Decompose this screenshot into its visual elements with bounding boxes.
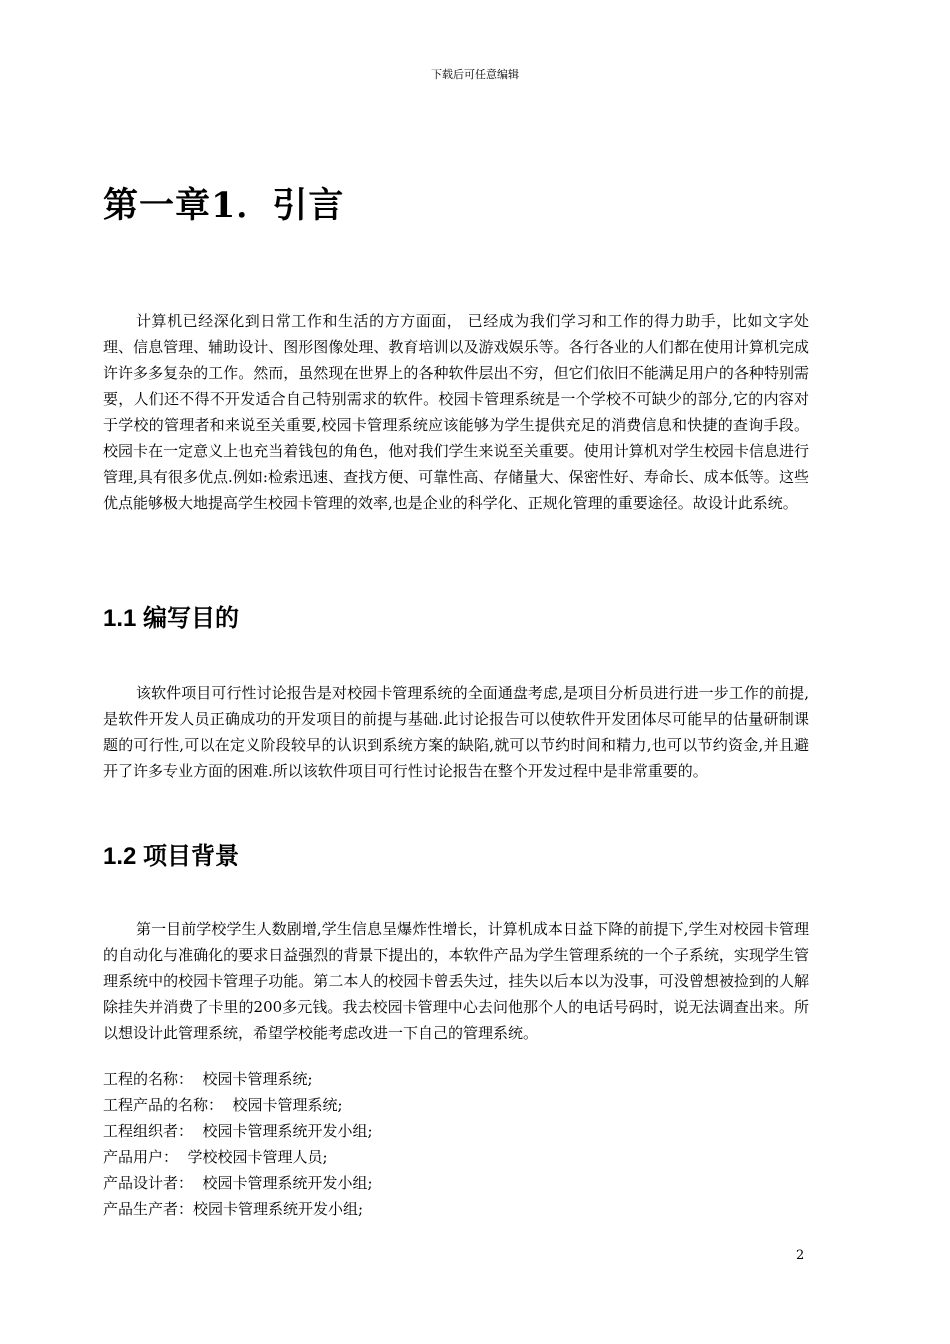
info-line-project-name: 工程的名称： 校园卡管理系统;	[103, 1070, 313, 1088]
info-line-organizer: 工程组织者： 校园卡管理系统开发小组;	[103, 1122, 373, 1140]
info-line-producer: 产品生产者：校园卡管理系统开发小组;	[103, 1200, 364, 1218]
intro-paragraph: 计算机已经深化到日常工作和生活的方方面面， 已经成为我们学习和工作的得力助手，比如文字处理、信息管理、辅助设计、图形图像处理、教育培训以及游戏娱乐等。各行各业的人们都在使用计算机完成许许多多复杂的工作。然而，虽然现在世界上的各种软件层出不穷，但它们依旧不能满足用户的各种特别需要，人们还不得不开发适合自己特别需求的软件。校园卡管理系统是一个学校不可缺少的部分,它的内容对于学校的管理者和来说至关重要,校园卡管理系统应该能够为学生提供充足的消费信息和快捷的查询手段。校园卡在一定意义上也充当着钱包的角色，他对我们学生来说至关重要。使用计算机对学生校园卡信息进行管理,具有很多优点.例如:检索迅速、查找方便、可靠性高、存储量大、保密性好、寿命长、成本低等。这些优点能够极大地提高学生校园卡管理的效率,也是企业的科学化、正规化管理的重要途径。故设计此系统。	[103, 312, 809, 512]
section-title-background: 1.2 项目背景	[103, 843, 240, 870]
page-number: 2	[796, 1248, 805, 1263]
chapter-title: 第一章1．引言	[103, 185, 345, 226]
info-line-designer: 产品设计者： 校园卡管理系统开发小组;	[103, 1174, 373, 1192]
project-info-list	[103, 1066, 373, 1222]
info-line-product-name: 工程产品的名称： 校园卡管理系统;	[103, 1096, 343, 1114]
purpose-paragraph: 该软件项目可行性讨论报告是对校园卡管理系统的全面通盘考虑,是项目分析员进行进一步工作的前提,是软件开发人员正确成功的开发项目的前提与基础.此讨论报告可以使软件开发团体尽可能早的估量研制课题的可行性,可以在定义阶段较早的认识到系统方案的缺陷,就可以节约时间和精力,也可以节约资金,并且避开了许多专业方面的困难.所以该软件项目可行性讨论报告在整个开发过程中是非常重要的。	[103, 684, 809, 780]
background-paragraph: 第一目前学校学生人数剧增,学生信息呈爆炸性增长，计算机成本日益下降的前提下,学生对校园卡管理的自动化与准确化的要求日益强烈的背景下提出的，本软件产品为学生管理系统的一个子系统，实现学生管理系统中的校园卡管理子功能。第二本人的校园卡曾丢失过，挂失以后本以为没事，可没曾想被捡到的人解除挂失并消费了卡里的200多元钱。我去校园卡管理中心去问他那个人的电话号码时，说无法调查出来。所以想设计此管理系统，希望学校能考虑改进一下自己的管理系统。	[103, 920, 809, 1042]
page-header: 下载后可任意编辑	[431, 68, 519, 81]
section-title-purpose: 1.1 编写目的	[103, 605, 240, 632]
info-line-users: 产品用户： 学校校园卡管理人员;	[103, 1148, 328, 1166]
